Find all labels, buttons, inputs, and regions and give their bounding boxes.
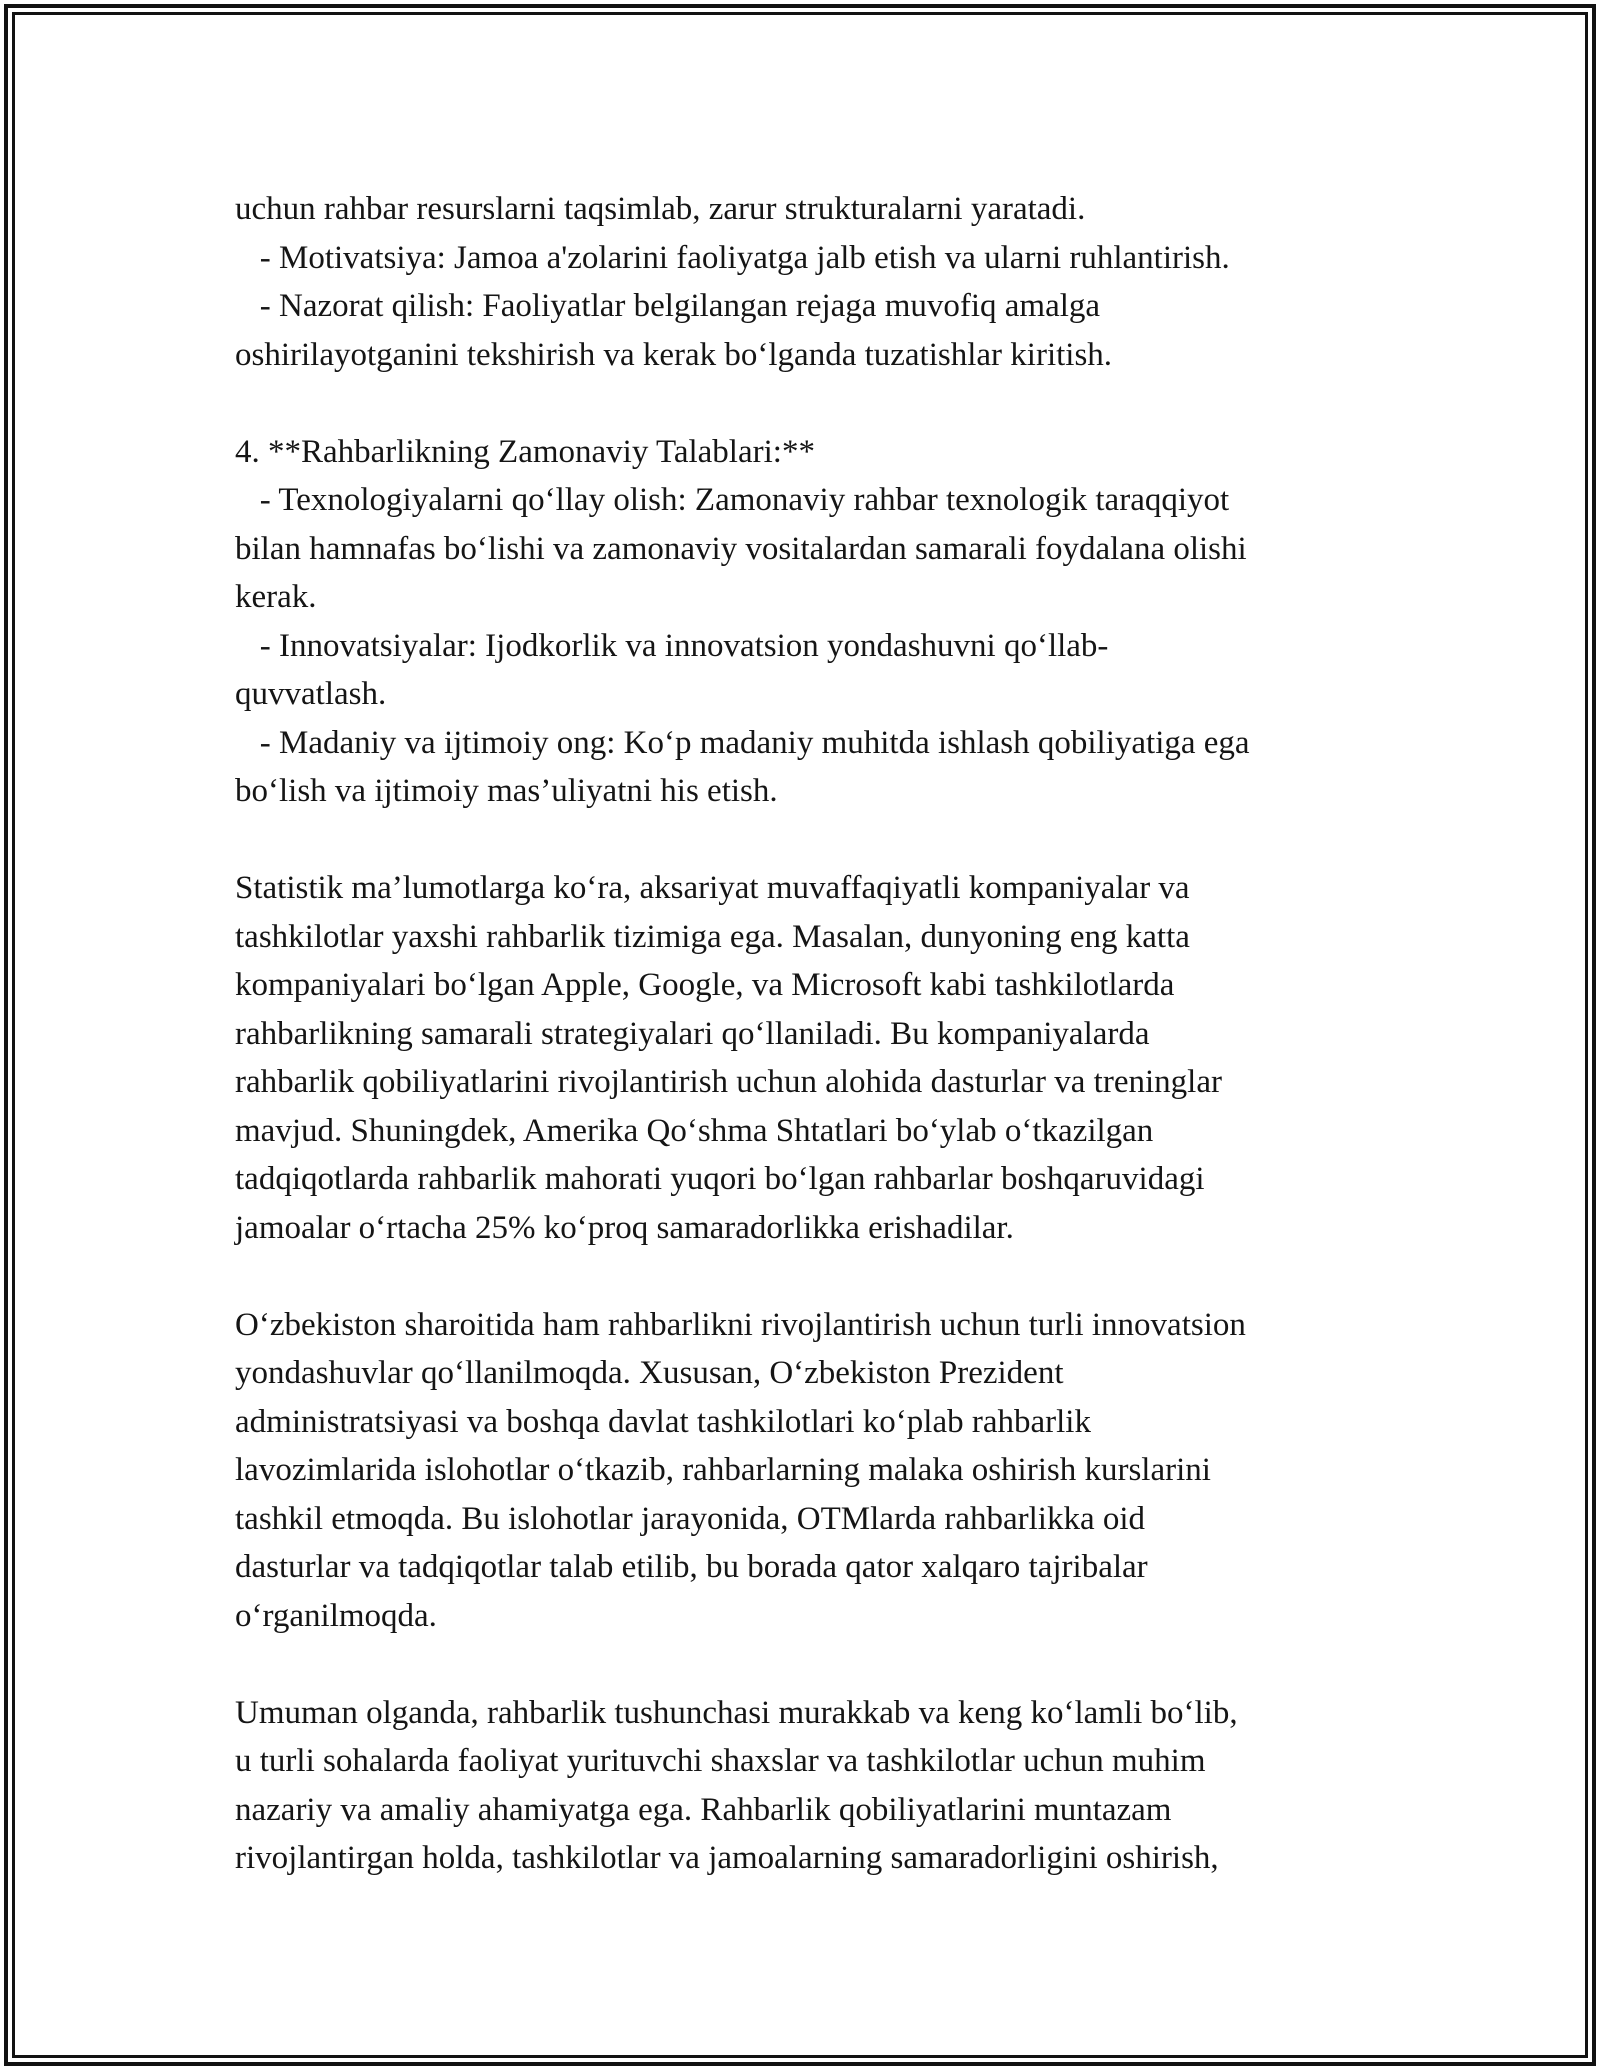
- paragraph-statistics: [235, 864, 1375, 1252]
- text-line: tadqiqotlarda rahbarlik mahorati yuqori bo‘lgan rahbarlar boshqaruvidagi: [235, 1161, 1205, 1197]
- text-line: nazariy va amaliy ahamiyatga ega. Rahbarlik qobiliyatlarini muntazam: [235, 1791, 1172, 1828]
- text-line: Umuman olganda, rahbarlik tushunchasi murakkab va keng ko‘lamli bo‘lib,: [235, 1694, 1238, 1731]
- paragraph-gap: [235, 379, 1375, 428]
- text-line: jamoalar o‘rtacha 25% ko‘proq samaradorlikka erishadilar.: [235, 1209, 1014, 1246]
- section-heading: 4. **Rahbarlikning Zamonaviy Talablari:**: [235, 433, 815, 470]
- text-line: - Motivatsiya: Jamoa a'zolarini faoliyatga jalb etish va ularni ruhlantirish.: [235, 239, 1230, 276]
- text-line: bilan hamnafas bo‘lishi va zamonaviy vositalardan samarali foydalana olishi: [235, 530, 1247, 567]
- section-modern-requirements: [235, 428, 1375, 816]
- text-line: Statistik ma’lumotlarga ko‘ra, aksariyat muvaffaqiyatli kompaniyalar va: [235, 870, 1190, 906]
- text-line: uchun rahbar resurslarni taqsimlab, zarur strukturalarni yaratadi.: [235, 191, 1086, 227]
- text-line: - Madaniy va ijtimoiy ong: Ko‘p madaniy muhitda ishlash qobiliyatiga ega: [235, 724, 1250, 761]
- text-line: kompaniyalari bo‘lgan Apple, Google, va Microsoft kabi tashkilotlarda: [235, 967, 1175, 1003]
- text-line: administratsiyasi va boshqa davlat tashkilotlari ko‘plab rahbarlik: [235, 1403, 1091, 1440]
- paragraph-uzbekistan: [235, 1301, 1375, 1641]
- text-line: rahbarlikning samarali strategiyalari qo‘llaniladi. Bu kompaniyalarda: [235, 1015, 1150, 1052]
- text-line: - Texnologiyalarni qo‘llay olish: Zamonaviy rahbar texnologik taraqqiyot: [235, 482, 1230, 518]
- text-line: lavozimlarida islohotlar o‘tkazib, rahbarlarning malaka oshirish kurslarini: [235, 1452, 1211, 1488]
- paragraph-functions-continued: [235, 185, 1375, 379]
- text-line: dasturlar va tadqiqotlar talab etilib, bu borada qator xalqaro tajribalar: [235, 1549, 1148, 1585]
- paragraph-gap: [235, 1640, 1375, 1689]
- text-line: O‘zbekiston sharoitida ham rahbarlikni rivojlantirish uchun turli innovatsion: [235, 1306, 1246, 1343]
- paragraph-gap: [235, 1252, 1375, 1301]
- text-line: oshirilayotganini tekshirish va kerak bo‘lganda tuzatishlar kiritish.: [235, 336, 1113, 373]
- text-line: yondashuvlar qo‘llanilmoqda. Xususan, O‘zbekiston Prezident: [235, 1355, 1064, 1391]
- text-line: - Nazorat qilish: Faoliyatlar belgilangan rejaga muvofiq amalga: [235, 288, 1101, 324]
- paragraph-conclusion: [235, 1689, 1375, 1883]
- text-line: quvvatlash.: [235, 676, 387, 712]
- text-line: rivojlantirgan holda, tashkilotlar va jamoalarning samaradorligini oshirish,: [235, 1840, 1219, 1876]
- text-line: tashkilotlar yaxshi rahbarlik tizimiga ega. Masalan, dunyoning eng katta: [235, 918, 1190, 955]
- text-line: kerak.: [235, 579, 317, 615]
- text-line: bo‘lish va ijtimoiy mas’uliyatni his etish.: [235, 773, 778, 809]
- text-line: tashkil etmoqda. Bu islohotlar jarayonida, OTMlarda rahbarlikka oid: [235, 1500, 1146, 1537]
- text-line: o‘rganilmoqda.: [235, 1597, 437, 1634]
- document-body: [235, 185, 1375, 1883]
- text-line: rahbarlik qobiliyatlarini rivojlantirish uchun alohida dasturlar va treninglar: [235, 1064, 1222, 1100]
- text-line: mavjud. Shuningdek, Amerika Qo‘shma Shtatlari bo‘ylab o‘tkazilgan: [235, 1112, 1154, 1149]
- text-line: u turli sohalarda faoliyat yurituvchi shaxslar va tashkilotlar uchun muhim: [235, 1743, 1206, 1779]
- text-line: - Innovatsiyalar: Ijodkorlik va innovatsion yondashuvni qo‘llab-: [235, 627, 1109, 664]
- paragraph-gap: [235, 816, 1375, 865]
